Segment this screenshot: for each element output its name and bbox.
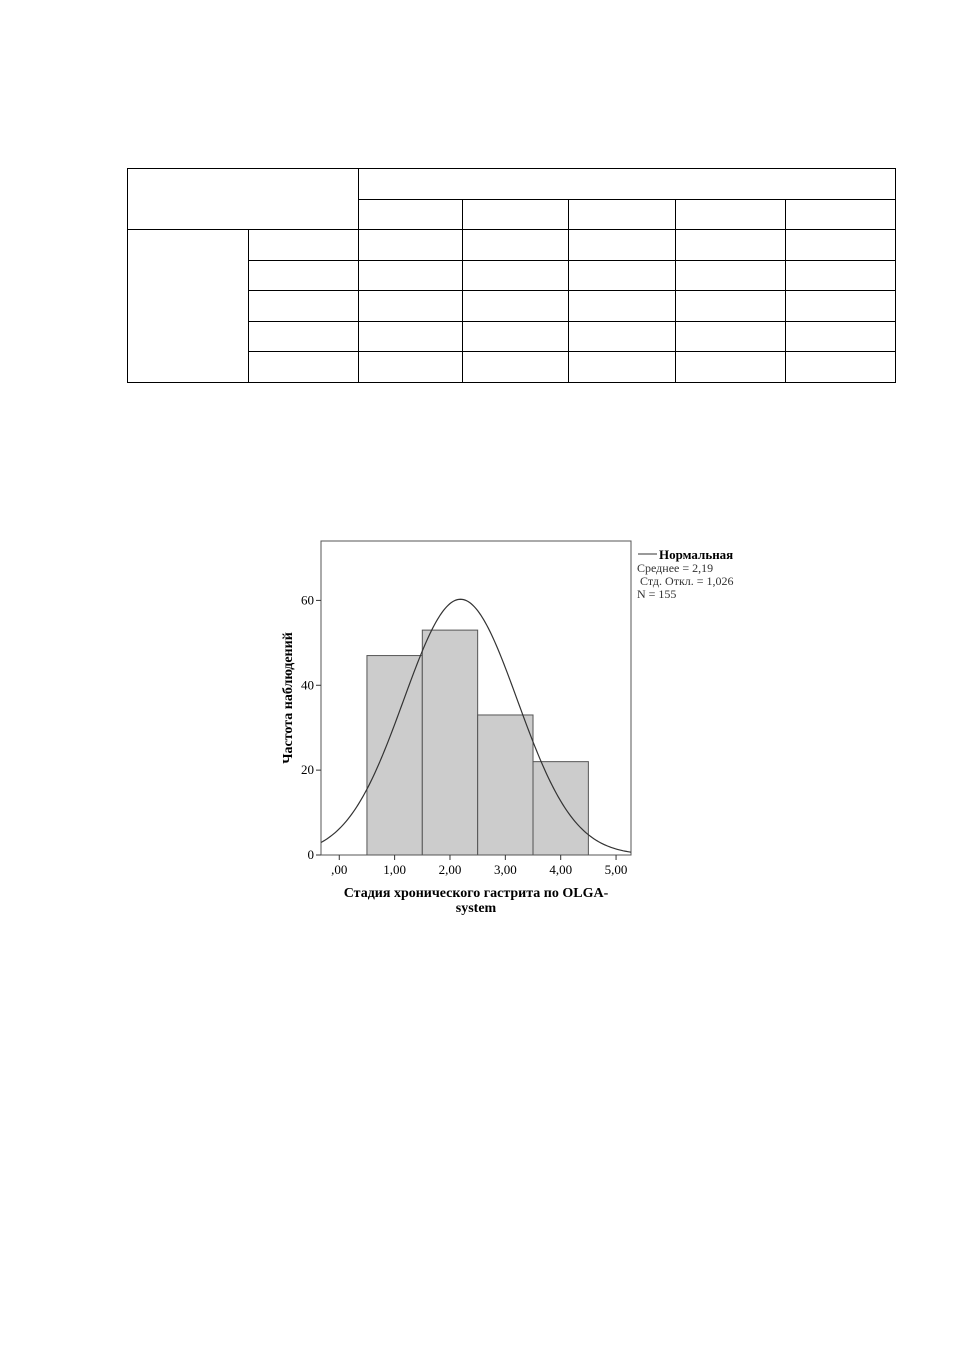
histogram-bar-3 [478,715,533,855]
legend-mean: Среднее = 2,19 [637,561,714,575]
x-tick-label: 2,00 [438,862,462,877]
x-axis-title-line-1: Стадия хронического гастрита по OLGA- [343,886,609,901]
histogram-bar-1 [367,656,422,855]
legend-n: N = 155 [637,587,677,601]
bars-layer [367,630,588,855]
x-tick-label: 3,00 [493,862,517,877]
x-axis-title-line-2: system [455,901,497,916]
x-axis [331,855,627,877]
legend-std: Стд. Откл. = 1,026 [640,574,734,588]
y-tick-label: 0 [307,847,314,862]
legend-title: Нормальная [659,547,734,562]
legend [637,547,734,601]
y-axis [301,592,321,862]
x-tick-label: 1,00 [383,862,406,877]
x-tick-label: ,00 [331,862,348,877]
y-axis-title: Частота наблюдений [281,632,296,764]
y-tick-label: 20 [301,762,314,778]
histogram-bar-4 [533,762,588,855]
histogram-bar-2 [422,630,477,855]
y-tick-label: 40 [301,677,314,693]
y-tick-label: 60 [301,592,314,608]
x-tick-label: 5,00 [604,862,628,877]
x-tick-label: 4,00 [549,862,573,877]
